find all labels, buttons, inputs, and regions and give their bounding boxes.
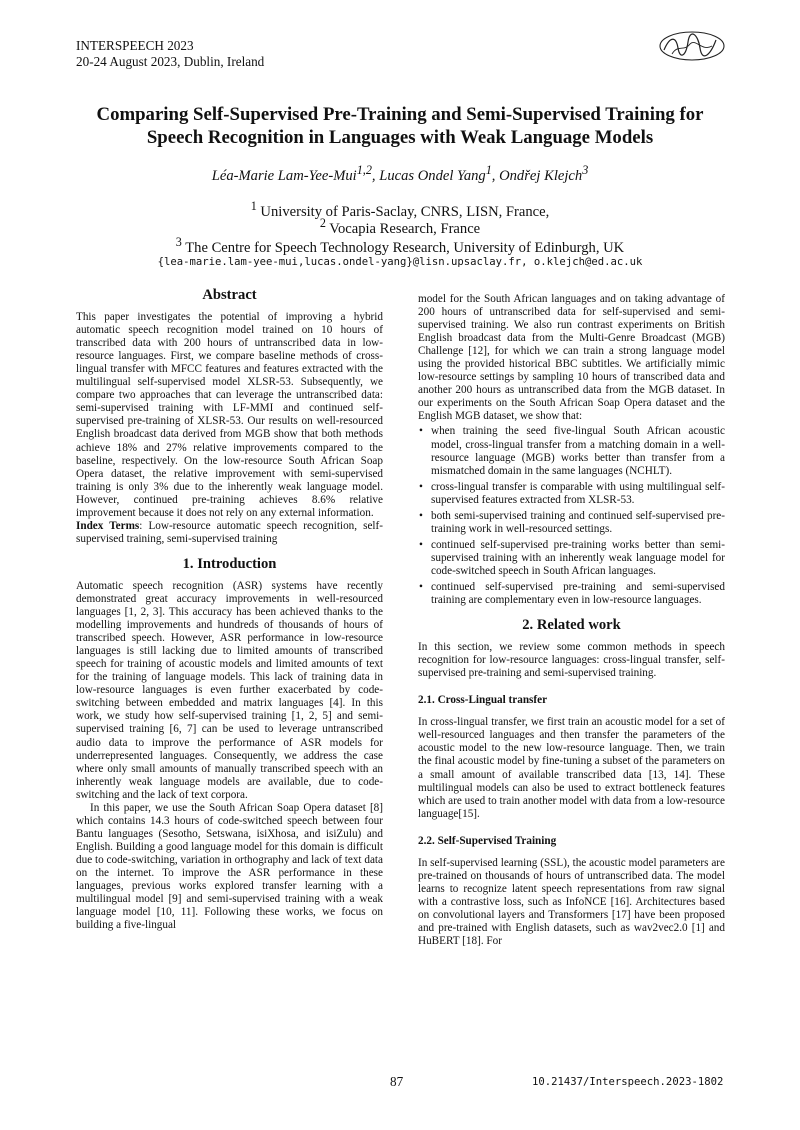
subsection-heading-self-supervised: 2.2. Self-Supervised Training — [418, 834, 557, 847]
author-1: Léa-Marie Lam-Yee-Mui — [211, 167, 357, 184]
affiliation-3: $^3$ The Centre for Speech Technology Research, University of Edinburgh, UK — [175, 235, 625, 256]
isca-logo-icon — [658, 30, 726, 62]
list-item: • when training the seed five-lingual South African acoustic model, cross-lingual transfer from a matching domain in a well-resource language (MGB) works better than transfer from a mismatched domain in the same languages (NCHLT). — [418, 425, 725, 477]
related-work-intro: In this section, we review some common methods in speech recognition for low-resource languages: cross-lingual transfer, self-supervised pre-training and semi-supervised training. — [418, 641, 725, 680]
abstract-heading: Abstract — [202, 287, 257, 303]
index-terms-label: Index Terms — [76, 519, 140, 532]
self-supervised-paragraph: In self-supervised learning (SSL), the acoustic model parameters are pre-trained on thousands of hours of untranscribed data. The model learns to recognize latent speech representations from raw signal with a contrastive loss, such as InfoNCE [16]. Architectures based on convolutional layers and Transformers [17] have been proposed and pre-trained with English datasets, such as wav2vec2.0 [1] and HuBERT [18]. For — [418, 856, 725, 948]
author-emails: {lea-marie.lam-yee-mui,lucas.ondel-yang}@lisn.upsaclay.fr, o.klejch@ed.ac.uk — [157, 256, 643, 268]
author-2-affil: 1 — [485, 163, 492, 177]
left-column — [76, 289, 383, 932]
list-item: • both semi-supervised training and continued self-supervised pre-training work in well-resourced settings. — [418, 510, 725, 536]
intro-continuation: model for the South African languages and on taking advantage of 200 hours of untranscribed data for self-supervised and semi-supervised training. We also run contrast experiments on British English broadcast data from the Multi-Genre Broadcast (MGB) Challenge [12], for which we can train a strong language model using the provided historical BBC subtitles. We artificially mimic low-resource settings by sampling 10 hours of transcribed data and another 200 hours as untranscribed data from the MGB dataset. In our experiments on the South African Soap Opera dataset and the English MGB dataset, we show that: — [418, 293, 725, 423]
author-1-affil: 1,2 — [356, 163, 372, 177]
title-line-2: Speech Recognition in Languages with Weak Language Models — [146, 127, 654, 148]
affiliation-2: $^2$ Vocapia Research, France — [319, 216, 481, 237]
introduction-heading: 1. Introduction — [182, 555, 277, 572]
list-item: • cross-lingual transfer is comparable with using multilingual self-supervised features extracted from XLSR-53. — [418, 481, 725, 507]
index-terms — [76, 520, 383, 546]
right-column — [418, 293, 725, 948]
list-item: • continued self-supervised pre-training and semi-supervised training are complementary even in low-resource languages. — [418, 581, 725, 607]
intro-paragraph-2: In this paper, we use the South African Soap Opera dataset [8] which contains 14.3 hours of code-switched speech between four Bantu languages (Sesotho, Setswana, isiXhosa, and isiZulu) and English. Building a good language model for this domain is difficult due to code-switching, variation in orthography and lack of text data on the internet. To improve the ASR performance in these languages, previous works explored transfer learning with a multilingual model [9] and semi-supervised training with a weak language model [10, 11]. Following these works, we focus on building a five-lingual — [76, 801, 383, 932]
list-item: • continued self-supervised pre-training works better than semi-supervised training with an inherently weak language model for code-switched speech in South African languages. — [418, 539, 725, 578]
cross-lingual-paragraph: In cross-lingual transfer, we first train an acoustic model for a set of well-resourced languages and then transfer the parameters of the acoustic model to the new low-resource language. Then, we train the final acoustic model by fine-tuning a subset of the parameters on a small amount of available transcribed data [13, 14]. These multilingual models can also be used to extract bottleneck features which are used to train another model with data from a low-resource language[15]. — [418, 716, 725, 820]
index-terms-text: : Low-resource automatic speech recognition, self-supervised training, semi-supervised training — [76, 519, 383, 545]
affiliation-1: $^1$ University of Paris-Saclay, CNRS, LISN, France, — [250, 199, 550, 220]
conference-dates: 20-24 August 2023, Dublin, Ireland — [76, 54, 265, 69]
subsection-heading-cross-lingual: 2.1. Cross-Lingual transfer — [418, 694, 548, 707]
page-number: 87 — [390, 1074, 404, 1089]
related-work-heading: 2. Related work — [522, 617, 621, 634]
abstract-text: This paper investigates the potential of improving a hybrid automatic speech recognition model trained on 10 hours of transcribed data with 200 hours of untranscribed data in low-resource languages. First, we compare baseline methods of cross-lingual transfer with MFCC features and features extracted with the multilingual self-supervised model XLSR-53. Subsequently, we compare two approaches that can leverage the untranscribed data: semi-supervised training with LF-MMI and continued self-supervised pre-training of XLSR-53. Our results on well-resourced English broadcast data derived from MGB show that both methods achieve 18% and 27% relative improvements compared to the baseline, respectively. On the low-resource South African Soap Opera dataset, the relative improvement with semi-supervised training is only 3% due to the inherently weak language model. However, continued pre-training achieves 8.6% relative improvement because it does not rely on any external information. — [76, 311, 383, 519]
author-2: Lucas Ondel Yang — [379, 167, 486, 184]
contribution-list — [418, 425, 725, 607]
title-line-1: Comparing Self-Supervised Pre-Training and Semi-Supervised Training for — [96, 104, 704, 125]
author-3-affil: 3 — [582, 163, 589, 177]
doi: 10.21437/Interspeech.2023-1802 — [532, 1076, 724, 1088]
conference-name: INTERSPEECH 2023 — [76, 38, 194, 53]
conference-header — [76, 38, 264, 70]
author-3: Ondřej Klejch — [499, 167, 583, 184]
intro-paragraph-1: Automatic speech recognition (ASR) systems have recently demonstrated great accuracy improvements in well-resourced languages [1, 2, 3]. This accuracy has been achieved thanks to the modelling improvements and hundreds of thousands of hours of transcribed speech. However, ASR performance in low-resource languages is still lacking due to limited amounts of transcribed speech for training of acoustic models and limited amounts of text for the training of language models. This lack of training data in low-resource languages is even further exacerbated by code-switching between embedded and matrix languages [4]. In this work, we study how self-supervised training [1, 2, 5] and semi-supervised training [6, 7] can be used to leverage untranscribed audio data to improve the performance of ASR models for underrepresented languages. Consequently, we address the case where only small amounts of manually transcribed speech with an inherently weak language models are available, due to code-switching and the lack of text corpora. — [76, 579, 383, 801]
paper-title — [40, 103, 760, 149]
author-list: Léa-Marie Lam-Yee-Mui$^{1,2}$, Lucas Ondel Yang$^1$, Ondřej Klejch$^3$ — [211, 163, 589, 184]
